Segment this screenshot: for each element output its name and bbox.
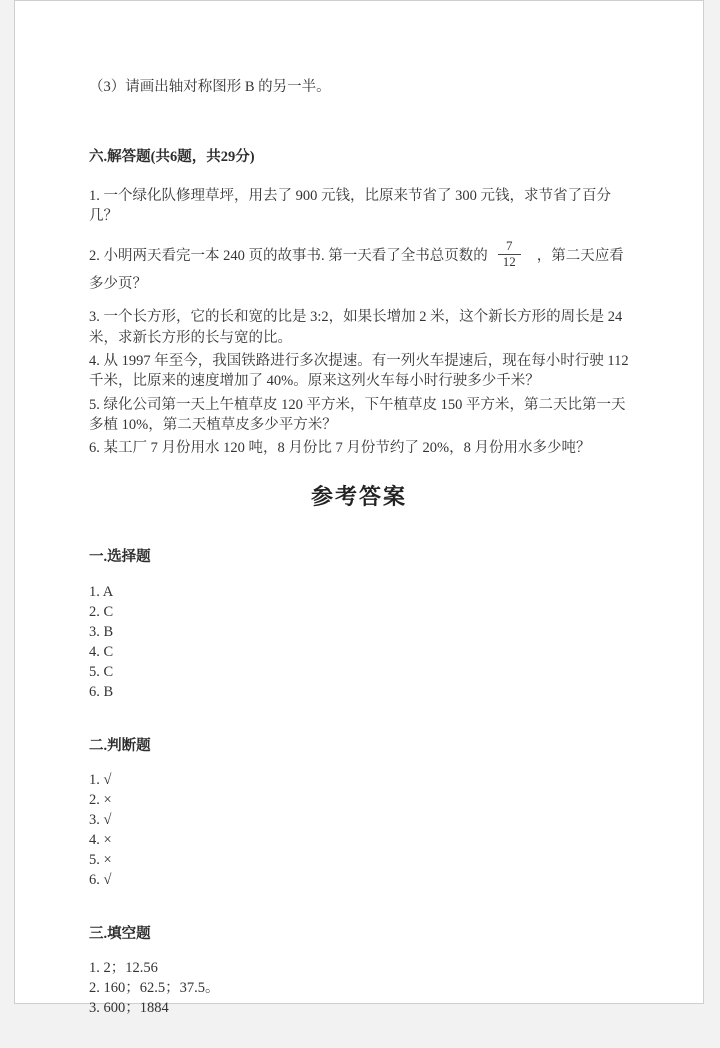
question-6: 6. 某工厂 7 月份用水 120 吨，8 月份比 7 月份节约了 20%，8 月份用水多少吨？ <box>89 440 591 457</box>
choice-answer-line: 2. C <box>89 603 114 620</box>
answers-judge-heading: 二.判断题 <box>89 737 151 754</box>
fill-answer-line: 1. 2；12.56 <box>89 960 158 977</box>
judge-answer-line: 3. √ <box>89 811 112 828</box>
exam-page <box>14 0 704 1017</box>
choice-answer-line: 5. C <box>89 663 114 680</box>
fraction-7-over-12 <box>498 239 521 270</box>
fill-answer-line: 2. 160；62.5；37.5。 <box>89 980 220 997</box>
question-2 <box>89 239 629 294</box>
question-2-text-before: 2. 小明两天看完一本 240 页的故事书. 第一天看了全书总页数的 <box>89 247 488 264</box>
question-5: 5. 绿化公司第一天上午植草皮 120 平方米，下午植草皮 150 平方米，第二天比第一天多植 10%，第二天植草皮多少平方米？ <box>89 396 626 433</box>
sub-question-3-text: （3）请画出轴对称图形 B 的另一半。 <box>89 79 331 95</box>
choice-answer-line: 4. C <box>89 643 114 660</box>
judge-answer-line: 5. × <box>89 851 112 868</box>
question-1: 1. 一个绿化队修理草坪，用去了 900 元钱，比原来节省了 300 元钱，求节省了百分几？ <box>89 187 611 224</box>
question-2-text-after: ，第二天应看多少页？ <box>89 247 624 293</box>
fill-answer-line: 3. 600；1884 <box>89 1000 169 1017</box>
judge-answer-line: 4. × <box>89 831 112 848</box>
choice-answer-line: 1. A <box>89 583 114 600</box>
fraction-numerator: 7 <box>506 238 513 254</box>
judge-answer-line: 6. √ <box>89 871 112 888</box>
question-3: 3. 一个长方形，它的长和宽的比是 3:2，如果长增加 2 米，这个新长方形的周长是 24 米，求新长方形的长与宽的比。 <box>89 309 623 346</box>
question-4: 4. 从 1997 年至今，我国铁路进行多次提速。有一列火车提速后，现在每小时行驶 112 千米，比原来的速度增加了 40%。原来这列火车每小时行驶多少千米？ <box>89 352 629 390</box>
page-content <box>15 1 703 1048</box>
judge-answer-line: 2. × <box>89 791 112 808</box>
answers-heading: 参考答案 <box>310 484 407 510</box>
fraction-denominator: 12 <box>498 254 521 270</box>
section-6-heading: 六.解答题(共6题，共29分) <box>89 149 255 166</box>
choice-answer-line: 6. B <box>89 683 114 700</box>
choice-answer-line: 3. B <box>89 623 114 640</box>
answers-fill-heading: 三.填空题 <box>89 925 151 942</box>
answers-choice-heading: 一.选择题 <box>89 549 151 566</box>
judge-answer-line: 1. √ <box>89 771 112 788</box>
